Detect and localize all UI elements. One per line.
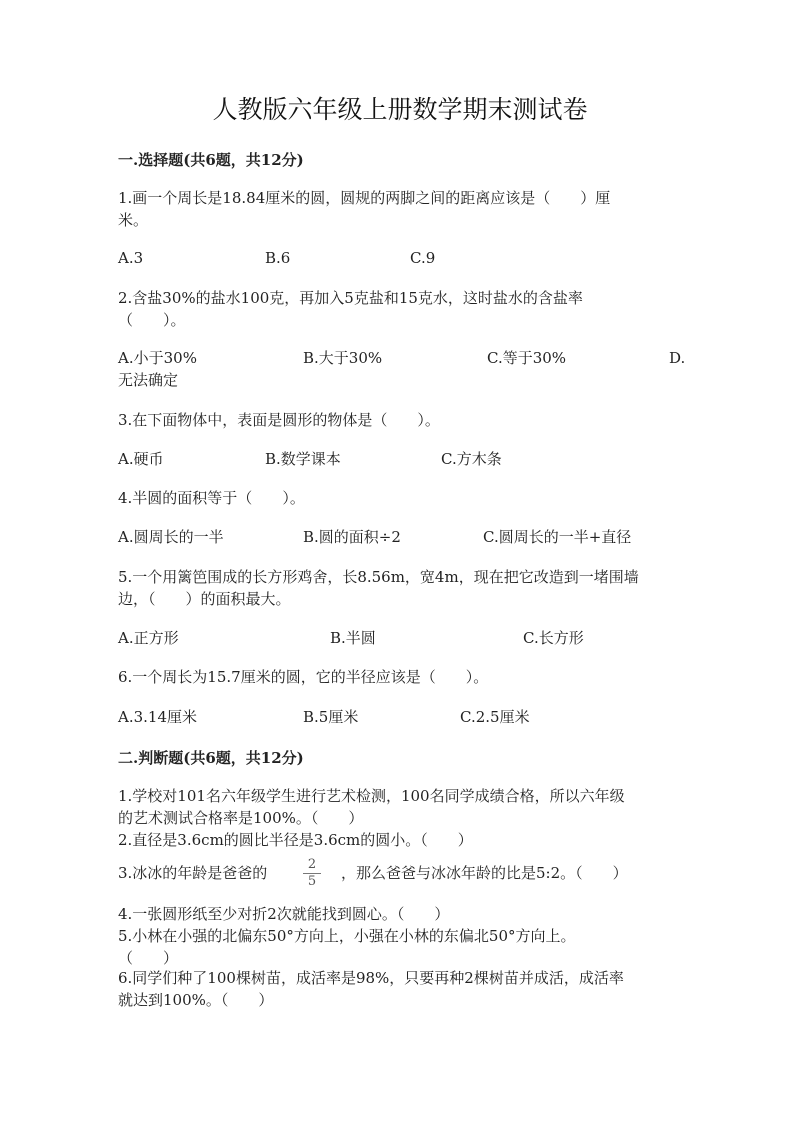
question-3 — [118, 409, 678, 431]
option-c: C.9 — [410, 249, 436, 267]
option-a: A.小于30% — [118, 349, 197, 367]
question-2 — [118, 287, 678, 331]
option-a: A.3.14厘米 — [118, 708, 197, 726]
option-a: A.硬币 — [118, 450, 164, 468]
question-5 — [118, 566, 678, 610]
question-text: 4.半圆的面积等于（ ）。 — [118, 489, 305, 507]
fraction-denominator: 5 — [307, 874, 317, 889]
question-text: 1.画一个周长是18.84厘米的圆，圆规的两脚之间的距离应该是（ ）厘 — [118, 189, 611, 207]
item-text-continued: （ ） — [118, 949, 179, 967]
option-b: B.圆的面积÷2 — [303, 528, 401, 546]
item-text-after-fraction: ，那么爸爸与冰冰年龄的比是5:2。（ ） — [341, 864, 628, 882]
question-text: 6.一个周长为15.7厘米的圆，它的半径应该是（ ）。 — [118, 668, 489, 686]
option-d: D. — [669, 349, 686, 367]
question-text: 2.含盐30%的盐水100克，再加入5克盐和15克水，这时盐水的含盐率 — [118, 289, 583, 307]
item-text-continued: 就达到100%。（ ） — [118, 991, 274, 1009]
option-b: B.6 — [265, 249, 291, 267]
item-text: 2.直径是3.6cm的圆比半径是3.6cm的圆小。（ ） — [118, 831, 473, 849]
judgment-item-1 — [118, 785, 678, 829]
option-b: B.数学课本 — [265, 450, 341, 468]
question-text-continued: 边，（ ）的面积最大。 — [118, 590, 291, 608]
item-text-continued: 的艺术测试合格率是100%。（ ） — [118, 809, 364, 827]
item-text: 4.一张圆形纸至少对折2次就能找到圆心。（ ） — [118, 905, 450, 923]
option-b: B.半圆 — [330, 629, 376, 647]
option-b: B.5厘米 — [303, 708, 359, 726]
judgment-item-2 — [118, 829, 678, 851]
judgment-item-4 — [118, 903, 678, 925]
item-text: 6.同学们种了100棵树苗，成活率是98%，只要再种2棵树苗并成活，成活率 — [118, 969, 624, 987]
option-c: C.等于30% — [487, 349, 567, 367]
option-c: C.圆周长的一半+直径 — [483, 528, 632, 546]
option-c: C.2.5厘米 — [460, 708, 530, 726]
option-a: A.圆周长的一半 — [118, 528, 224, 546]
section-heading-multiple-choice: 一.选择题(共6题，共12分) — [118, 151, 304, 169]
option-c: C.长方形 — [523, 629, 584, 647]
question-text: 5.一个用篱笆围成的长方形鸡舍，长8.56m，宽4m，现在把它改造到一堵围墙 — [118, 568, 639, 586]
page-title: 人教版六年级上册数学期末测试卷 — [212, 95, 588, 124]
question-6 — [118, 666, 678, 688]
item-text: 1.学校对101名六年级学生进行艺术检测，100名同学成绩合格，所以六年级 — [118, 787, 625, 805]
question-text-continued: 米。 — [118, 211, 149, 229]
item-text-before-fraction: 3.冰冰的年龄是爸爸的 — [118, 864, 268, 882]
fraction-numerator: 2 — [303, 858, 321, 874]
section-heading-true-false: 二.判断题(共6题，共12分) — [118, 749, 304, 767]
question-text-continued: （ ）。 — [118, 311, 186, 329]
option-d-text: 无法确定 — [118, 371, 179, 389]
option-b: B.大于30% — [303, 349, 383, 367]
option-a: A.3 — [118, 249, 144, 267]
fraction — [303, 858, 321, 889]
question-1 — [118, 187, 678, 231]
judgment-item-6 — [118, 967, 678, 1011]
judgment-item-5 — [118, 925, 678, 969]
option-a: A.正方形 — [118, 629, 179, 647]
item-text: 5.小林在小强的北偏东50°方向上，小强在小林的东偏北50°方向上。 — [118, 927, 576, 945]
question-text: 3.在下面物体中，表面是圆形的物体是（ ）。 — [118, 411, 440, 429]
option-c: C.方木条 — [441, 450, 502, 468]
question-4 — [118, 487, 678, 509]
